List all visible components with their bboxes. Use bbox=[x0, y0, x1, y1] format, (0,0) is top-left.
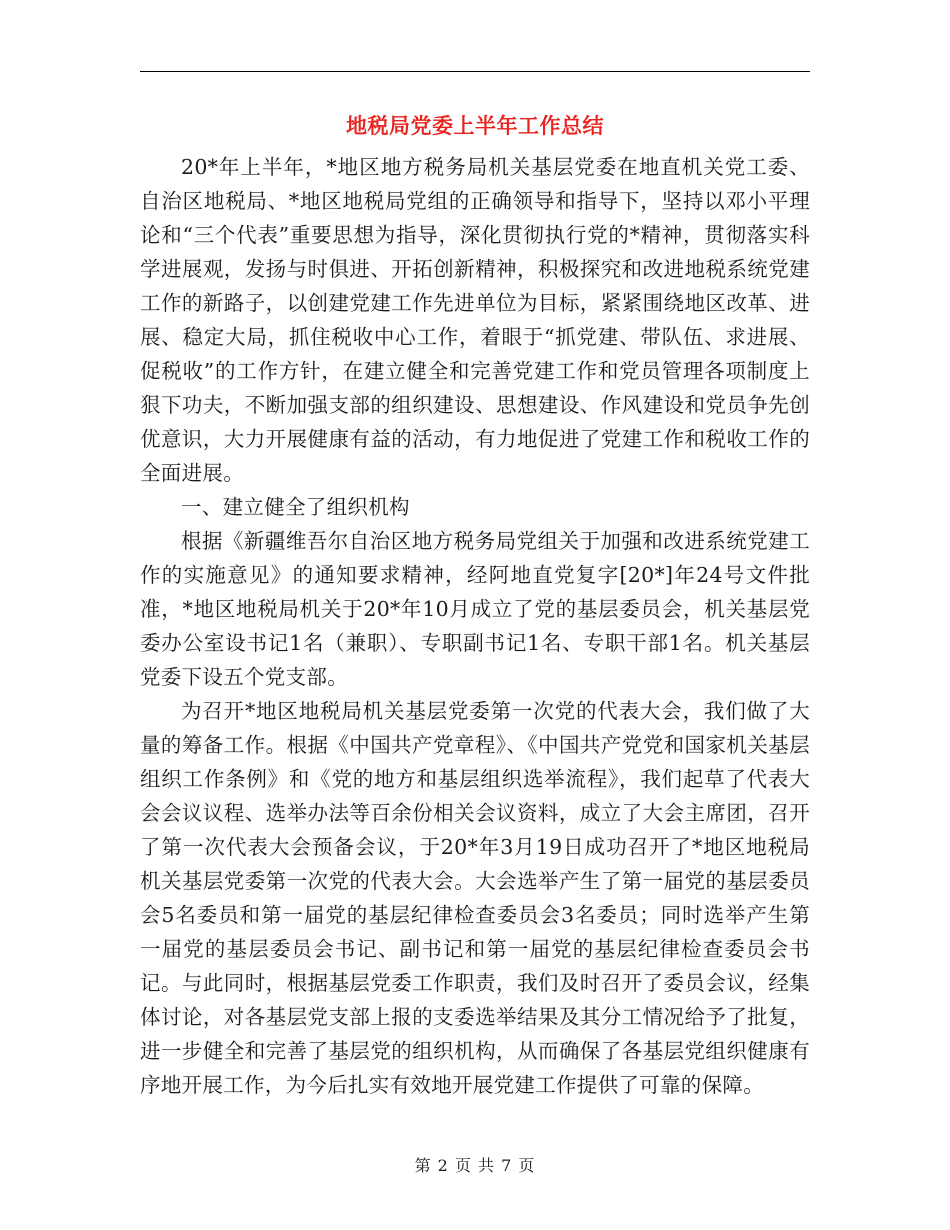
document-title: 地税局党委上半年工作总结 bbox=[346, 113, 604, 138]
paragraph-organization: 根据《新疆维吾尔自治区地方税务局党组关于加强和改进系统党建工作的实施意见》的通知要求精神，经阿地直党复字[20*]年24号文件批准，*地区地税局机关于20*年10月成立了党的基层委员会，机关基层党委办公室设书记1名（兼职）、专职副书记1名、专职干部1名。机关基层党委下设五个党支部。 bbox=[140, 529, 810, 689]
section-heading-1: 一、建立健全了组织机构 bbox=[181, 495, 410, 519]
document-body bbox=[140, 150, 810, 1102]
page-number-footer: 第 2 页 共 7 页 bbox=[414, 1156, 536, 1175]
header-rule bbox=[140, 71, 810, 72]
paragraph-congress: 为召开*地区地税局机关基层党委第一次党的代表大会，我们做了大量的筹备工作。根据《中国共产党章程》、《中国共产党党和国家机关基层组织工作条例》和《党的地方和基层组织选举流程》，我们起草了代表大会会议议程、选举办法等百余份相关会议资料，成立了大会主席团，召开了第一次代表大会预备会议，于20*年3月19日成功召开了*地区地税局机关基层党委第一次党的代表大会。大会选举产生了第一届党的基层委员会5名委员和第一届党的基层纪律检查委员会3名委员；同时选举产生第一届党的基层委员会书记、副书记和第一届党的基层纪律检查委员会书记。与此同时，根据基层党委工作职责，我们及时召开了委员会议，经集体讨论，对各基层党支部上报的支委选举结果及其分工情况给予了批复，进一步健全和完善了基层党的组织机构，从而确保了各基层党组织健康有序地开展工作，为今后扎实有效地开展党建工作提供了可靠的保障。 bbox=[140, 699, 810, 1097]
paragraph-intro: 20*年上半年，*地区地方税务局机关基层党委在地直机关党工委、自治区地税局、*地区地税局党组的正确领导和指导下，坚持以邓小平理论和“三个代表”重要思想为指导，深化贯彻执行党的*精神，贯彻落实科学进展观，发扬与时俱进、开拓创新精神，积极探究和改进地税系统党建工作的新路子，以创建党建工作先进单位为目标，紧紧围绕地区改革、进展、稳定大局，抓住税收中心工作，着眼于“抓党建、带队伍、求进展、促税收”的工作方针，在建立健全和完善党建工作和党员管理各项制度上狠下功夫，不断加强支部的组织建设、思想建设、作风建设和党员争先创优意识，大力开展健康有益的活动，有力地促进了党建工作和税收工作的全面进展。 bbox=[140, 155, 810, 485]
